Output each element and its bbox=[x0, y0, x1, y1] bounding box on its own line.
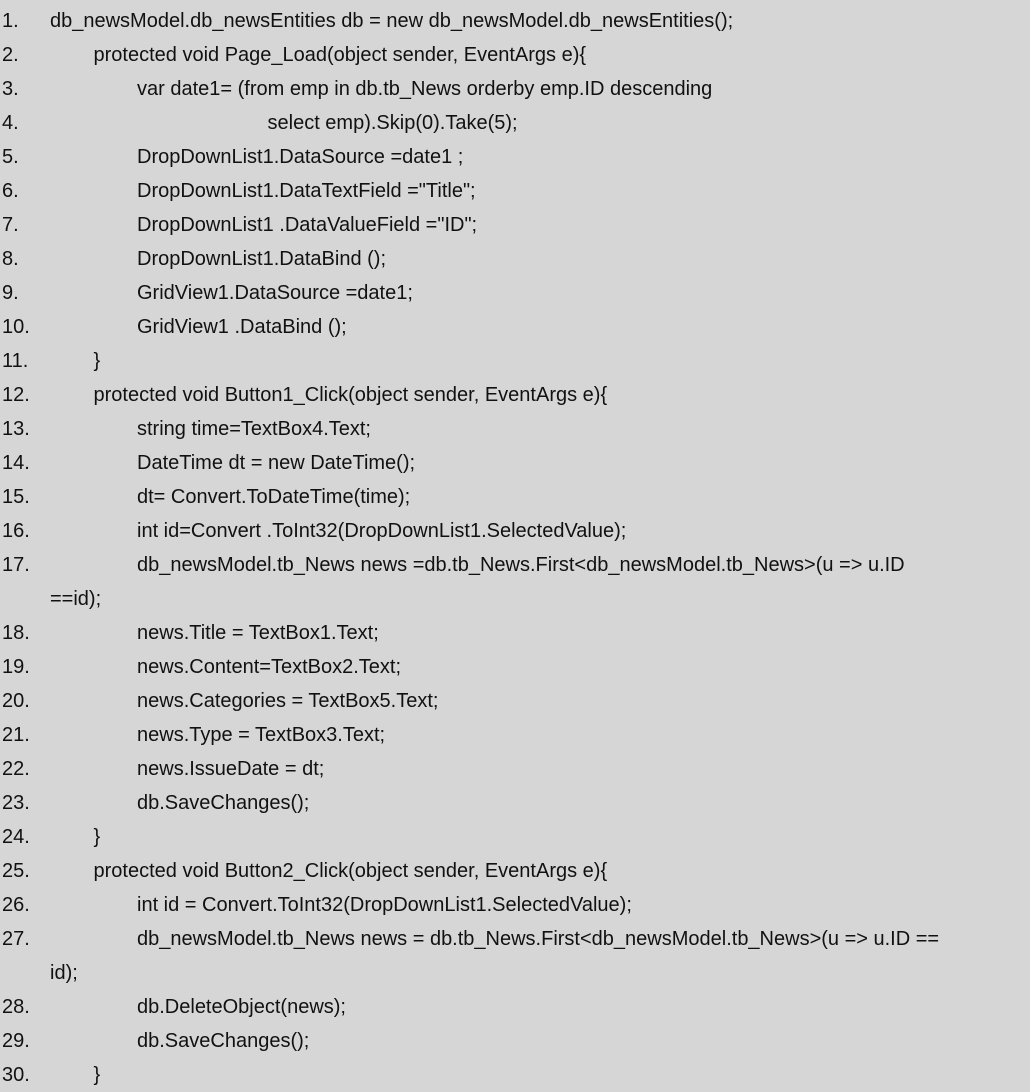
line-code-text bbox=[0, 548, 1030, 582]
line-number: 4. bbox=[2, 112, 19, 134]
line-code-main: news.Content=TextBox2.Text; bbox=[137, 656, 402, 678]
line-code-text bbox=[0, 616, 1030, 650]
line-code-main: } bbox=[93, 826, 101, 848]
line-code-text bbox=[0, 276, 1030, 310]
code-line bbox=[0, 446, 1030, 480]
line-code-text bbox=[0, 854, 1030, 888]
line-code-main: DropDownList1.DataTextField ="Title"; bbox=[137, 180, 476, 202]
code-line bbox=[0, 276, 1030, 310]
line-code-text bbox=[0, 344, 1030, 378]
code-line bbox=[0, 72, 1030, 106]
line-code-text bbox=[0, 718, 1030, 752]
line-code-main: db_newsModel.tb_News news =db.tb_News.First<db_newsModel.tb_News>(u => u.ID bbox=[137, 554, 905, 576]
line-code-main: } bbox=[93, 1064, 101, 1086]
line-number: 29. bbox=[2, 1030, 30, 1052]
line-code-main: select emp).Skip(0).Take(5); bbox=[267, 112, 518, 134]
code-line bbox=[0, 616, 1030, 650]
line-number: 19. bbox=[2, 656, 30, 678]
line-code-text bbox=[0, 480, 1030, 514]
line-code-main: dt= Convert.ToDateTime(time); bbox=[137, 486, 411, 508]
line-number: 16. bbox=[2, 520, 30, 542]
code-line bbox=[0, 4, 1030, 38]
code-line bbox=[0, 378, 1030, 412]
code-line bbox=[0, 208, 1030, 242]
line-code-main: db_newsModel.db_newsEntities db = new db_newsModel.db_newsEntities(); bbox=[50, 10, 734, 32]
line-number: 6. bbox=[2, 180, 19, 202]
code-line bbox=[0, 820, 1030, 854]
line-code-text bbox=[0, 1024, 1030, 1058]
line-code-main: news.Type = TextBox3.Text; bbox=[137, 724, 386, 746]
line-code-text bbox=[0, 378, 1030, 412]
code-line bbox=[0, 106, 1030, 140]
line-code-text bbox=[0, 38, 1030, 72]
line-code-text bbox=[0, 888, 1030, 922]
code-line bbox=[0, 718, 1030, 752]
line-code-text bbox=[0, 140, 1030, 174]
code-line bbox=[0, 922, 1030, 956]
line-number: 28. bbox=[2, 996, 30, 1018]
line-number: 20. bbox=[2, 690, 30, 712]
line-code-continuation-text: ==id); bbox=[50, 588, 102, 610]
line-code-main: db.DeleteObject(news); bbox=[137, 996, 346, 1018]
code-line bbox=[0, 888, 1030, 922]
code-line bbox=[0, 174, 1030, 208]
line-number: 15. bbox=[2, 486, 30, 508]
line-number: 23. bbox=[2, 792, 30, 814]
line-code-main: } bbox=[93, 350, 101, 372]
line-code-main: GridView1.DataSource =date1; bbox=[137, 282, 413, 304]
code-line bbox=[0, 786, 1030, 820]
line-code-text bbox=[0, 752, 1030, 786]
line-code-text bbox=[0, 72, 1030, 106]
code-line bbox=[0, 990, 1030, 1024]
line-code-text bbox=[0, 242, 1030, 276]
line-number: 18. bbox=[2, 622, 30, 644]
line-code-text bbox=[0, 208, 1030, 242]
code-line bbox=[0, 650, 1030, 684]
code-line bbox=[0, 752, 1030, 786]
line-code-main: protected void Button2_Click(object sender, EventArgs e){ bbox=[93, 860, 608, 882]
code-line-continuation bbox=[0, 582, 1030, 616]
line-code-text bbox=[0, 990, 1030, 1024]
line-number: 30. bbox=[2, 1064, 30, 1086]
line-code-main: db.SaveChanges(); bbox=[137, 1030, 310, 1052]
line-code-main: var date1= (from emp in db.tb_News orderby emp.ID descending bbox=[137, 78, 713, 100]
line-code-main: db_newsModel.tb_News news = db.tb_News.First<db_newsModel.tb_News>(u => u.ID == bbox=[137, 928, 940, 950]
code-line bbox=[0, 140, 1030, 174]
code-line bbox=[0, 310, 1030, 344]
line-number: 27. bbox=[2, 928, 30, 950]
code-line bbox=[0, 344, 1030, 378]
line-code-text bbox=[0, 786, 1030, 820]
line-code-main: DropDownList1.DataBind (); bbox=[137, 248, 386, 270]
line-number: 7. bbox=[2, 214, 19, 236]
line-code-text bbox=[0, 684, 1030, 718]
line-code-main: int id=Convert .ToInt32(DropDownList1.SelectedValue); bbox=[137, 520, 627, 542]
line-code-main: DropDownList1.DataSource =date1 ; bbox=[137, 146, 464, 168]
line-code-text bbox=[0, 922, 1030, 956]
line-code-main: protected void Page_Load(object sender, EventArgs e){ bbox=[93, 44, 587, 66]
line-number: 14. bbox=[2, 452, 30, 474]
line-code-text bbox=[0, 820, 1030, 854]
line-code-main: news.Categories = TextBox5.Text; bbox=[137, 690, 439, 712]
line-code-main: int id = Convert.ToInt32(DropDownList1.SelectedValue); bbox=[137, 894, 632, 916]
code-line bbox=[0, 548, 1030, 582]
line-code-main: GridView1 .DataBind (); bbox=[137, 316, 347, 338]
line-number: 1. bbox=[2, 10, 19, 32]
line-code-text bbox=[0, 446, 1030, 480]
line-number: 26. bbox=[2, 894, 30, 916]
line-number: 12. bbox=[2, 384, 30, 406]
line-number: 11. bbox=[2, 350, 29, 372]
line-number: 10. bbox=[2, 316, 30, 338]
line-code-main: protected void Button1_Click(object sender, EventArgs e){ bbox=[93, 384, 608, 406]
code-line-continuation bbox=[0, 956, 1030, 990]
line-code-text bbox=[0, 174, 1030, 208]
line-code-text bbox=[0, 310, 1030, 344]
line-number: 22. bbox=[2, 758, 30, 780]
code-line bbox=[0, 480, 1030, 514]
line-number: 25. bbox=[2, 860, 30, 882]
line-number: 2. bbox=[2, 44, 19, 66]
line-code-text bbox=[0, 4, 1030, 38]
code-line bbox=[0, 38, 1030, 72]
line-number: 9. bbox=[2, 282, 19, 304]
line-code-text bbox=[0, 412, 1030, 446]
line-code-main: db.SaveChanges(); bbox=[137, 792, 310, 814]
code-line bbox=[0, 1024, 1030, 1058]
line-number: 3. bbox=[2, 78, 19, 100]
line-code-main: news.Title = TextBox1.Text; bbox=[137, 622, 379, 644]
line-number: 21. bbox=[2, 724, 30, 746]
code-line bbox=[0, 242, 1030, 276]
line-number: 17. bbox=[2, 554, 30, 576]
line-code-main: string time=TextBox4.Text; bbox=[137, 418, 371, 440]
line-code-main: DropDownList1 .DataValueField ="ID"; bbox=[137, 214, 478, 236]
code-line bbox=[0, 854, 1030, 888]
line-code-main: news.IssueDate = dt; bbox=[137, 758, 325, 780]
code-line bbox=[0, 412, 1030, 446]
line-number: 13. bbox=[2, 418, 30, 440]
line-code-text bbox=[0, 106, 1030, 140]
line-code-text bbox=[0, 514, 1030, 548]
line-code-continuation-text: id); bbox=[50, 962, 78, 984]
line-number: 8. bbox=[2, 248, 19, 270]
code-line bbox=[0, 514, 1030, 548]
line-number: 5. bbox=[2, 146, 19, 168]
line-code-text bbox=[0, 650, 1030, 684]
line-number: 24. bbox=[2, 826, 30, 848]
line-code-main: DateTime dt = new DateTime(); bbox=[137, 452, 416, 474]
code-line bbox=[0, 684, 1030, 718]
